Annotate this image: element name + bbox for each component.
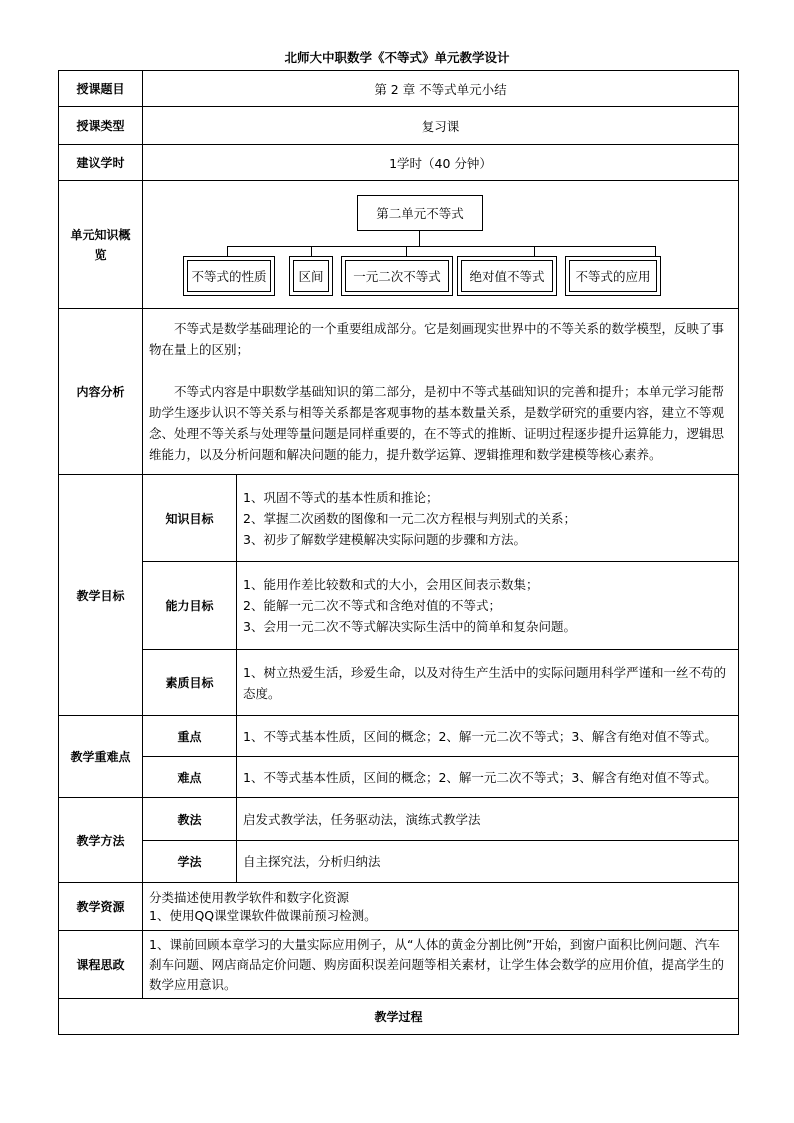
learning-method-label: 学法 [143, 841, 237, 883]
key-point-cell [237, 716, 739, 757]
tree-connector [534, 246, 535, 256]
teaching-method-cell [237, 798, 739, 841]
knowledge-goal-item: 2、掌握二次函数的图像和一元二次方程根与判别式的关系； [243, 510, 576, 526]
document-title: 北师大中职数学《不等式》单元教学设计 [284, 50, 510, 65]
process-heading: 教学过程 [59, 999, 739, 1035]
ability-goal-item: 1、能用作差比较数和式的大小，会用区间表示数集； [243, 577, 539, 592]
row-knowledge-goal [59, 475, 739, 562]
tree-connector [406, 246, 407, 256]
ideology-text: 1、课前回顾本章学习的大量实际应用例子，从“人体的黄金分割比例”开始，到窗户面积比例问题、汽车刹车问题、网店商品定价问题、购房面积误差问题等相关素材，让学生体会数学的应用价值，提高学生的数学应用意识。 [149, 936, 725, 992]
ability-goal-item: 3、会用一元二次不等式解决实际生活中的简单和复杂问题。 [243, 619, 576, 634]
quality-goal-text: 1、树立热爱生活，珍爱生命，以及对待生产生活中的实际问题用科学严谨和一丝不苟的态度。 [243, 664, 726, 701]
knowledge-goal-cell [237, 475, 739, 562]
tree-trunk-line [419, 230, 420, 246]
hours-value: 1学时（40 分钟） [143, 145, 739, 181]
quality-goal-cell [237, 650, 739, 716]
quality-goal-label: 素质目标 [143, 650, 237, 716]
row-type [59, 107, 739, 145]
overview-label: 单元知识概览 [59, 181, 143, 309]
key-points-label: 教学重难点 [59, 716, 143, 798]
type-label: 授课类型 [59, 107, 143, 145]
row-topic [59, 71, 739, 107]
lesson-design-table [58, 70, 739, 1035]
row-analysis [59, 309, 739, 475]
tree-connector [227, 246, 228, 256]
row-quality-goal [59, 650, 739, 716]
tree-root-node: 第二单元不等式 [357, 195, 483, 231]
tree-connector [655, 246, 656, 256]
row-key-point [59, 716, 739, 757]
analysis-paragraph: 不等式是数学基础理论的一个重要组成部分。它是刻画现实世界中的不等关系的数学模型，反映了事物在量上的区别； [149, 321, 725, 357]
resources-cell [143, 883, 739, 931]
row-overview [59, 181, 739, 309]
knowledge-tree-diagram [143, 186, 738, 304]
analysis-label: 内容分析 [59, 309, 143, 475]
learning-method-cell [237, 841, 739, 883]
resources-line: 1、使用QQ课堂课软件做课前预习检测。 [149, 907, 377, 923]
topic-label: 授课题目 [59, 71, 143, 107]
analysis-paragraph: 不等式内容是中职数学基础知识的第二部分，是初中不等式基础知识的完善和提升；本单元学习能帮助学生逐步认识不等关系与相等关系都是客观事物的基本数量关系，是数学研究的重要内容，建立不等观念、处理不等关系与处理等量问题是同样重要的，在不等式的推断、证明过程逐步提升运算能力，逻辑思维能力，以及分析问题和解决问题的能力，提升数学运算、逻辑推理和数学建模等核心素养。 [149, 384, 725, 462]
ideology-cell [143, 931, 739, 999]
ability-goal-cell [237, 562, 739, 650]
hours-label: 建议学时 [59, 145, 143, 181]
topic-value: 第 2 章 不等式单元小结 [143, 71, 739, 107]
row-resources [59, 883, 739, 931]
ability-goal-item: 2、能解一元二次不等式和含绝对值的不等式； [243, 598, 501, 613]
row-process [59, 999, 739, 1035]
row-difficult-point [59, 757, 739, 798]
tree-branch-line [227, 246, 655, 247]
knowledge-goal-label: 知识目标 [143, 475, 237, 562]
tree-child-node: 一元二次不等式 [341, 256, 453, 296]
key-point-label: 重点 [143, 716, 237, 757]
resources-line: 分类描述使用教学软件和数字化资源 [149, 889, 350, 905]
row-ideology [59, 931, 739, 999]
difficult-point-label: 难点 [143, 757, 237, 798]
difficult-point-cell [237, 757, 739, 798]
row-learning-method [59, 841, 739, 883]
resources-label: 教学资源 [59, 883, 143, 931]
knowledge-goal-item: 3、初步了解数学建模解决实际问题的步骤和方法。 [243, 531, 526, 547]
ability-goal-label: 能力目标 [143, 562, 237, 650]
analysis-cell [143, 309, 739, 475]
tree-child-node: 绝对值不等式 [457, 256, 557, 296]
row-ability-goal [59, 562, 739, 650]
row-hours [59, 145, 739, 181]
learning-method-text: 自主探究法，分析归纳法 [243, 854, 381, 869]
methods-label: 教学方法 [59, 798, 143, 883]
goals-label: 教学目标 [59, 475, 143, 716]
overview-cell [143, 181, 739, 309]
knowledge-goal-item: 1、巩固不等式的基本性质和推论； [243, 489, 439, 505]
teaching-method-label: 教法 [143, 798, 237, 841]
tree-child-node: 不等式的应用 [565, 256, 661, 296]
tree-child-node: 不等式的性质 [183, 256, 275, 296]
difficult-point-text: 1、不等式基本性质，区间的概念；2、解一元二次不等式；3、解含有绝对值不等式。 [243, 769, 717, 785]
teaching-method-text: 启发式教学法，任务驱动法，演练式教学法 [243, 811, 481, 827]
type-value: 复习课 [143, 107, 739, 145]
key-point-text: 1、不等式基本性质，区间的概念；2、解一元二次不等式；3、解含有绝对值不等式。 [243, 728, 717, 744]
row-teaching-method [59, 798, 739, 841]
ideology-label: 课程思政 [59, 931, 143, 999]
tree-connector [311, 246, 312, 256]
tree-child-node: 区间 [289, 256, 333, 296]
